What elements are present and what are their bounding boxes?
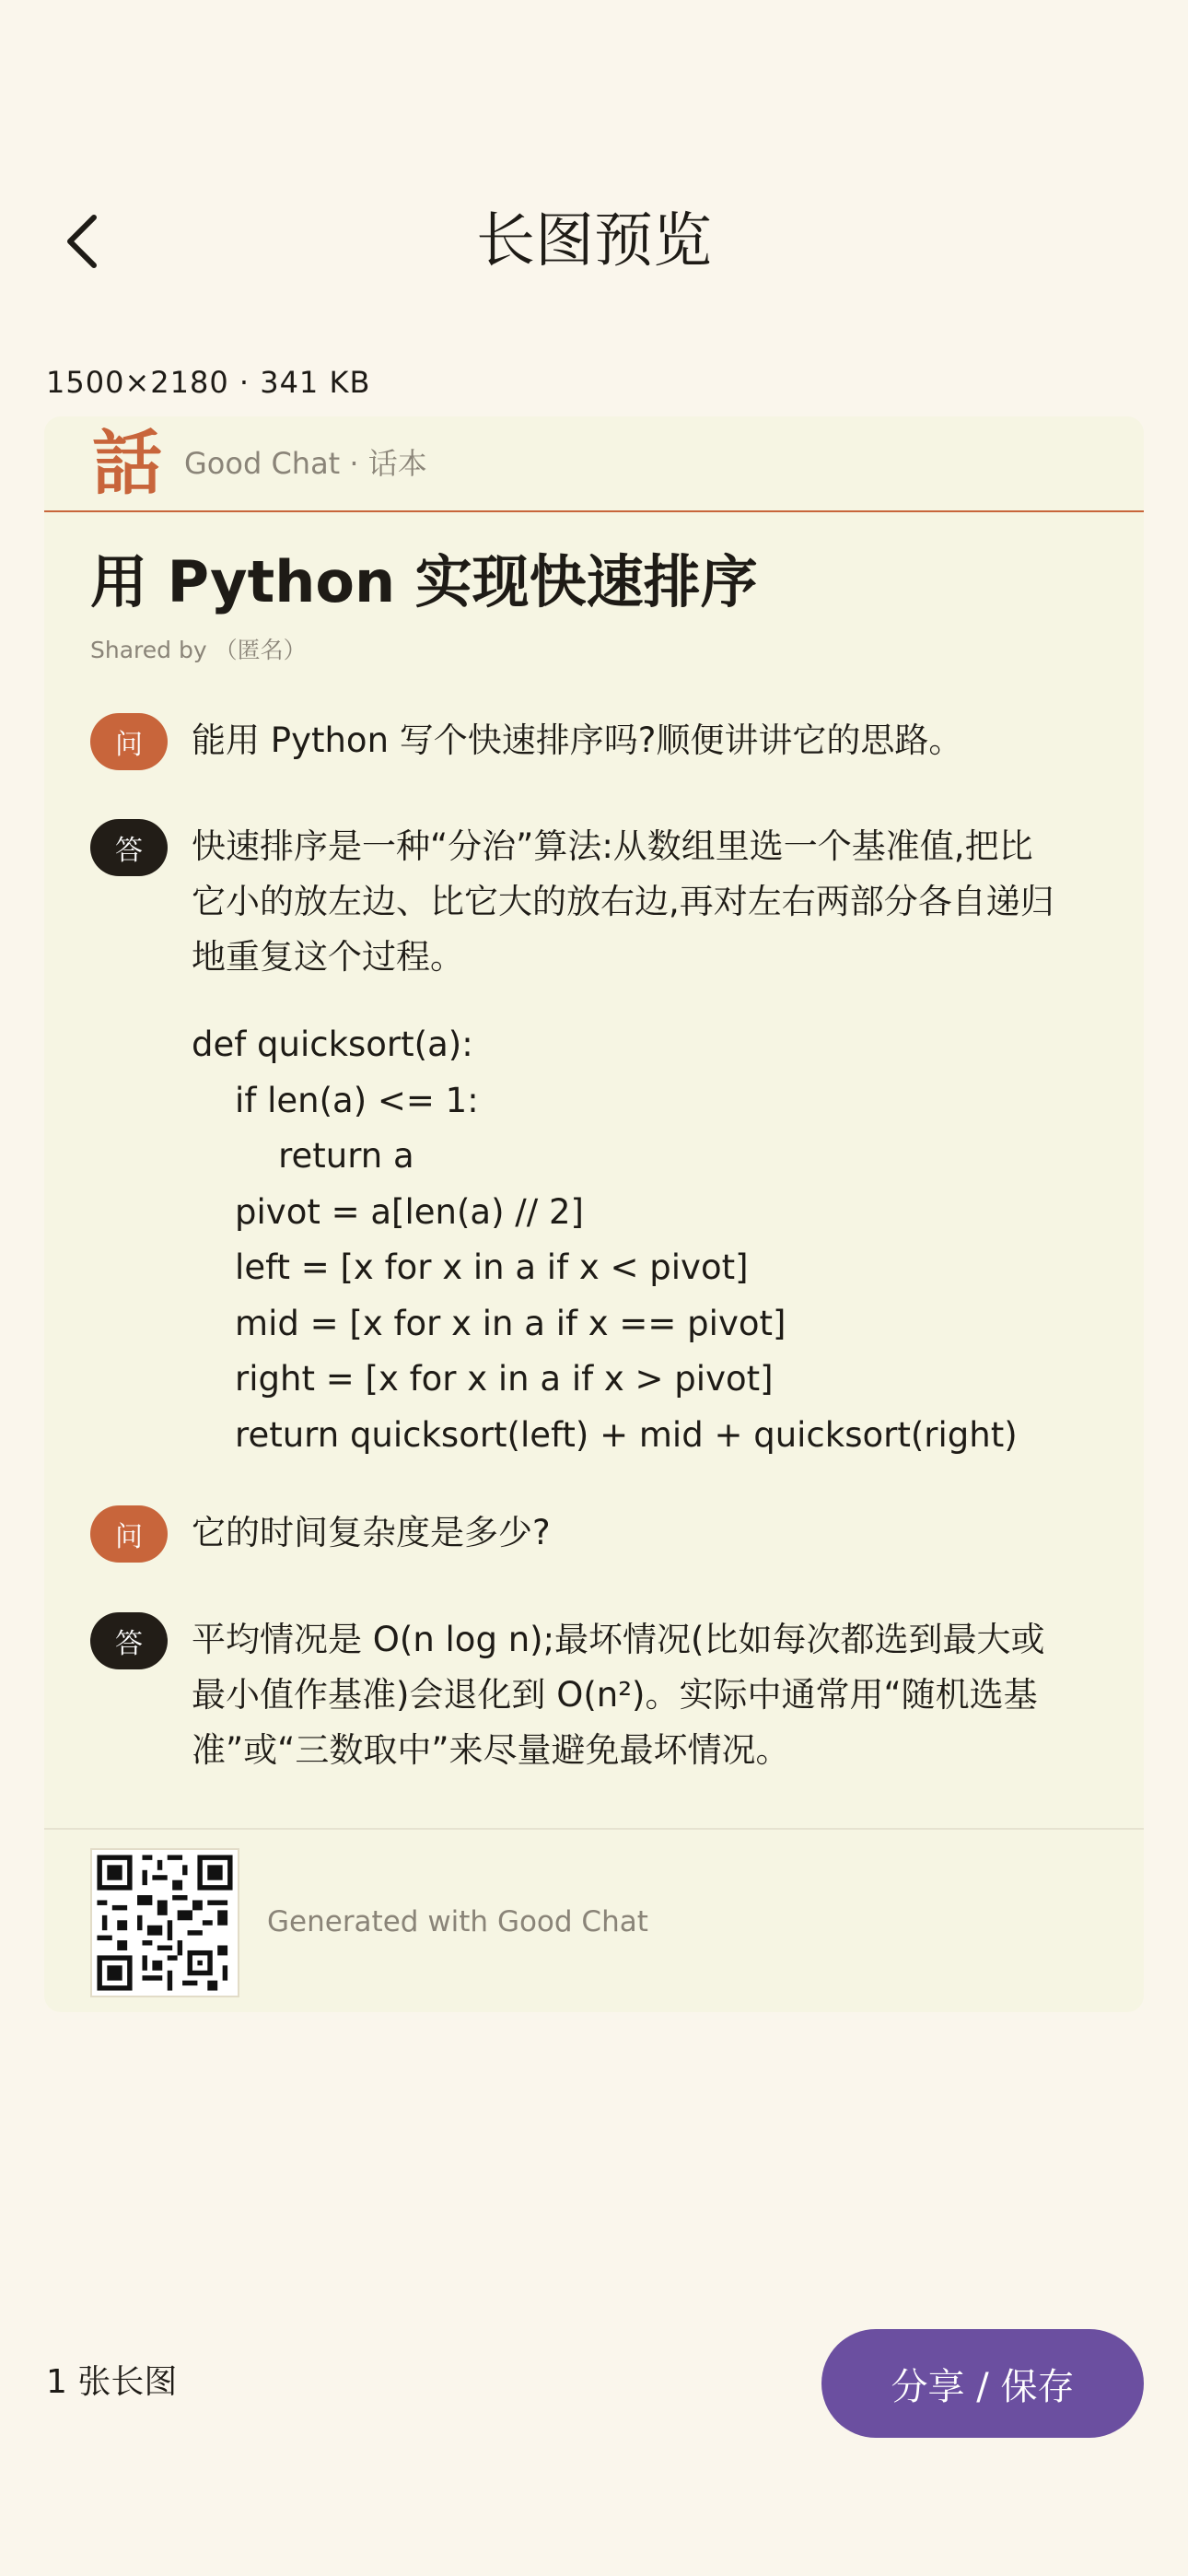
long-image-preview-card[interactable]	[44, 416, 1144, 2012]
brand-text: Good Chat · 话本	[184, 446, 427, 481]
conversation-title: 用 Python 实现快速排序	[90, 548, 758, 615]
answer-badge: 答	[90, 819, 168, 876]
message-text: 快速排序是一种“分治”算法:从数组里选一个基准值,把比 它小的放左边、比它大的放右边,再对左右两部分各自递归 地重复这个过程。	[192, 826, 1054, 977]
qr-code-icon	[92, 1850, 238, 1996]
code-block	[192, 1017, 1112, 1463]
card-header	[44, 416, 1144, 512]
message-text: 平均情况是 O(n log n);最坏情况(比如每次都选到最大或 最小值作基准)会退化到 O(n²)。实际中通常用“随机选基 准”或“三数取中”来尽量避免最坏情况。	[192, 1620, 1045, 1770]
qr-code	[90, 1848, 239, 1997]
code-line: def quicksort(a):	[192, 1025, 473, 1064]
card-footer	[44, 1828, 1144, 2012]
top-bar	[0, 184, 1188, 295]
image-count: 1 张长图	[46, 2363, 178, 2401]
answer-badge: 答	[90, 1612, 168, 1669]
image-meta: 1500×2180 · 341 KB	[46, 365, 371, 400]
footer-text: Generated with Good Chat	[267, 1905, 648, 1938]
code-line: return quicksort(left) + mid + quicksort(right)	[192, 1414, 1018, 1455]
code-line: pivot = a[len(a) // 2]	[192, 1191, 584, 1232]
code-line: left = [x for x in a if x < pivot]	[192, 1247, 749, 1287]
question-badge: 问	[90, 1505, 168, 1563]
question-badge: 问	[90, 713, 168, 770]
code-line: mid = [x for x in a if x == pivot]	[192, 1303, 786, 1343]
brand-logo: 話	[92, 422, 162, 504]
message-text: 能用 Python 写个快速排序吗?顺便讲讲它的思路。	[192, 720, 963, 760]
code-line: return a	[192, 1136, 414, 1176]
code-line: if len(a) <= 1:	[192, 1080, 479, 1120]
shared-by: Shared by （匿名）	[90, 637, 307, 663]
message-text: 它的时间复杂度是多少?	[192, 1513, 551, 1552]
page-title: 长图预览	[476, 207, 712, 275]
share-save-button[interactable]: 分享 / 保存	[821, 2329, 1144, 2438]
code-line: right = [x for x in a if x > pivot]	[192, 1359, 774, 1399]
